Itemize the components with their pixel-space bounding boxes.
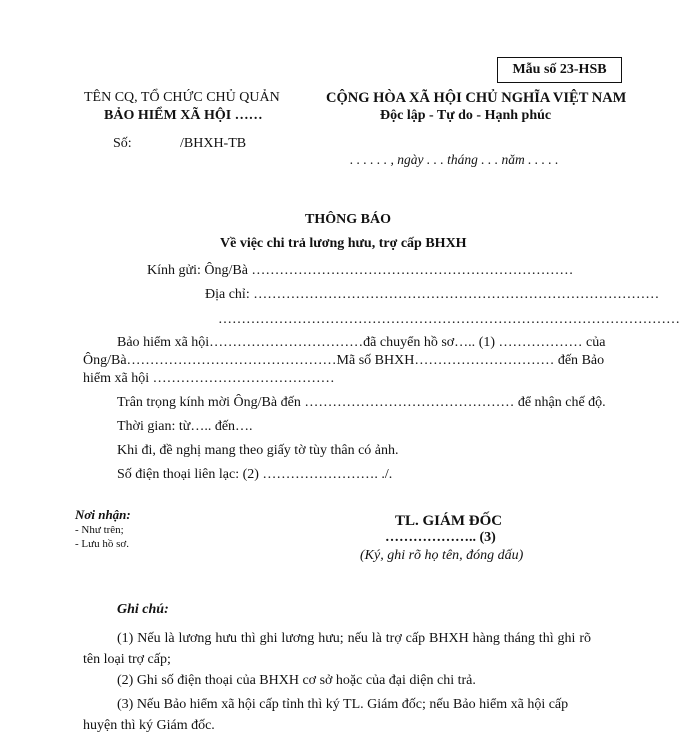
word: Bảo (581, 353, 605, 368)
note-1: (1) Nếu là lương hưu thì ghi lương hưu; nếu là trợ cấp BHXH hàng tháng thì ghi rõ tên loại trợ cấp; (83, 631, 591, 667)
country-name: CỘNG HÒA XÃ HỘI CHỦ NGHĨA VIỆT NAM (326, 90, 627, 106)
time-line: Thời gian: từ….. đến…. (117, 419, 253, 434)
document-number-label: Số: (113, 136, 132, 151)
form-code-box (497, 57, 622, 83)
national-motto: Độc lập - Tự do - Hạnh phúc (380, 108, 552, 123)
agency-line1: TÊN CQ, TỔ CHỨC CHỦ QUẢN (84, 90, 280, 105)
word: xã (174, 335, 188, 350)
word: BHXH………………………… (374, 353, 555, 368)
word: đến (557, 353, 579, 368)
document-number-suffix: /BHXH-TB (180, 136, 247, 151)
note-3: (3) Nếu Bảo hiểm xã hội cấp tỉnh thì ký TL. Giám đốc; nếu Bảo hiểm xã hội cấp huyện thì ký Giám đốc. (83, 697, 569, 733)
address-line-continued: ……………………………………………………………………………………… (218, 312, 680, 327)
signature-instruction: (Ký, ghi rõ họ tên, đóng dấu) (360, 548, 524, 563)
word: (1) (478, 335, 496, 350)
recipient-item: - Lưu hồ sơ. (75, 538, 129, 550)
word: Ông/Bà………………………………………Mã (83, 353, 356, 368)
invitation-line: Trân trọng kính mời Ông/Bà đến ……………………………………… để nhận chế độ. (117, 395, 606, 410)
word: số (358, 353, 372, 368)
document-title: THÔNG BÁO (305, 212, 391, 227)
signatory-name-placeholder: ……………….. (3) (385, 530, 496, 545)
notes-heading: Ghi chú: (117, 602, 169, 617)
recipients-heading: Nơi nhận: (75, 507, 131, 522)
word: hiểm (143, 335, 172, 350)
word: sơ….. (441, 335, 476, 350)
phone-line: Số điện thoại liên lạc: (2) ……………………. ./. (117, 467, 393, 482)
word: chuyển (379, 335, 421, 350)
body-paragraph-line2 (83, 353, 605, 369)
word: của (586, 335, 606, 350)
word: ……………… (498, 335, 583, 350)
body-paragraph-line3: hiểm xã hội ………………………………… (83, 371, 335, 386)
word: hồ (423, 335, 438, 350)
word: hội……………………………đã (191, 335, 377, 350)
date-line: . . . . . . , ngày . . . tháng . . . năm . . . . . (350, 152, 559, 167)
address-line: Địa chỉ: …………………………………………………………………………… (205, 287, 660, 302)
document-subject: Về việc chi trả lương hưu, trợ cấp BHXH (220, 236, 467, 251)
form-code: Mẫu số 23-HSB (512, 62, 607, 77)
body-paragraph-line1 (83, 335, 606, 351)
addressee-line: Kính gửi: Ông/Bà …………………………………………………………… (147, 263, 574, 278)
recipient-item: - Như trên; (75, 524, 124, 536)
word: Bảo (117, 335, 140, 350)
signatory-role: TL. GIÁM ĐỐC (395, 513, 503, 529)
note-2: (2) Ghi số điện thoại của BHXH cơ sở hoặc của đại diện chi trả. (117, 673, 476, 688)
agency-line2: BẢO HIỂM XÃ HỘI …… (104, 108, 263, 123)
documents-line: Khi đi, đề nghị mang theo giấy tờ tùy thân có ảnh. (117, 443, 399, 458)
